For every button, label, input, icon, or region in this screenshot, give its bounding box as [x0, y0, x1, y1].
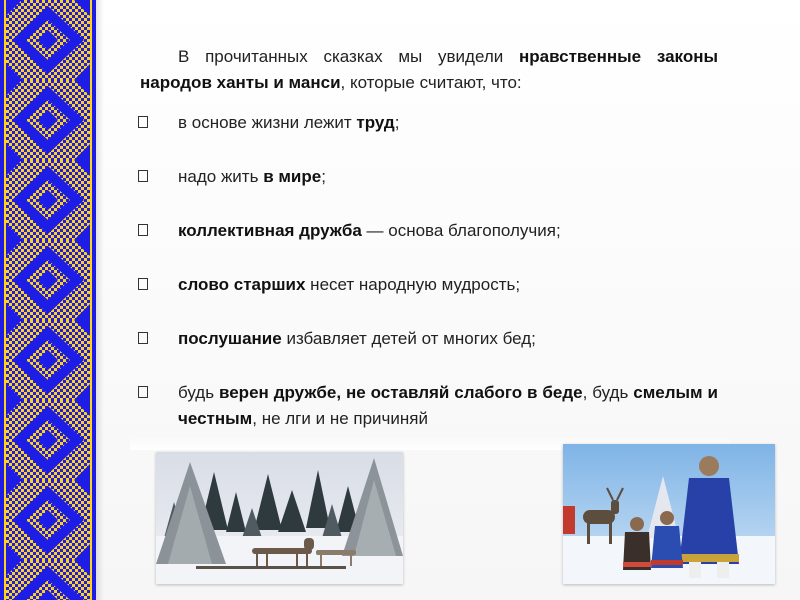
item-text: ; [321, 167, 326, 186]
values-list [140, 110, 718, 432]
intro-bold: нравственные законы народов ханты и манси [140, 47, 719, 92]
photo-people-reindeer [563, 444, 775, 584]
bullet-icon [138, 116, 148, 128]
item-bold: послушание [178, 329, 282, 348]
ornament-shadow [96, 0, 104, 600]
list-item [140, 272, 718, 298]
item-text: избавляет детей от многих бед; [281, 329, 536, 348]
bullet-icon [138, 386, 148, 398]
intro-text-end: , которые считают, что: [340, 73, 522, 92]
content-text [140, 44, 718, 432]
bullet-icon [138, 332, 148, 344]
list-item [140, 326, 718, 352]
item-bold: в мире [263, 167, 322, 186]
item-text: в основе жизни лежит [178, 113, 357, 132]
item-text: несет народную мудрость; [305, 275, 521, 294]
intro-paragraph [140, 44, 718, 96]
item-bold: слово старших [178, 275, 306, 294]
folk-ornament-border [0, 0, 96, 600]
bullet-icon [138, 170, 148, 182]
winter-camp-image [156, 452, 403, 584]
item-text: ; [394, 113, 400, 132]
item-text: будь [178, 383, 219, 402]
intro-text: В прочитанных сказках мы увидели [178, 47, 520, 66]
item-bold: смелым и честным [178, 383, 718, 428]
list-item [140, 380, 718, 432]
list-item [140, 164, 718, 190]
item-text: — основа благополучия; [361, 221, 561, 240]
list-item [140, 110, 718, 136]
nenets-family-image [563, 444, 775, 584]
bullet-icon [138, 278, 148, 290]
item-text: надо жить [178, 167, 264, 186]
photo-chums-reindeer [156, 452, 403, 584]
item-bold: коллективная дружба [178, 221, 362, 240]
item-text: , не лги и не причиняй [252, 409, 428, 428]
bullet-icon [138, 224, 148, 236]
item-bold: верен дружбе, не оставляй слабого в беде [219, 383, 583, 402]
item-bold: труд [356, 113, 395, 132]
list-item [140, 218, 718, 244]
item-text: , будь [582, 383, 634, 402]
